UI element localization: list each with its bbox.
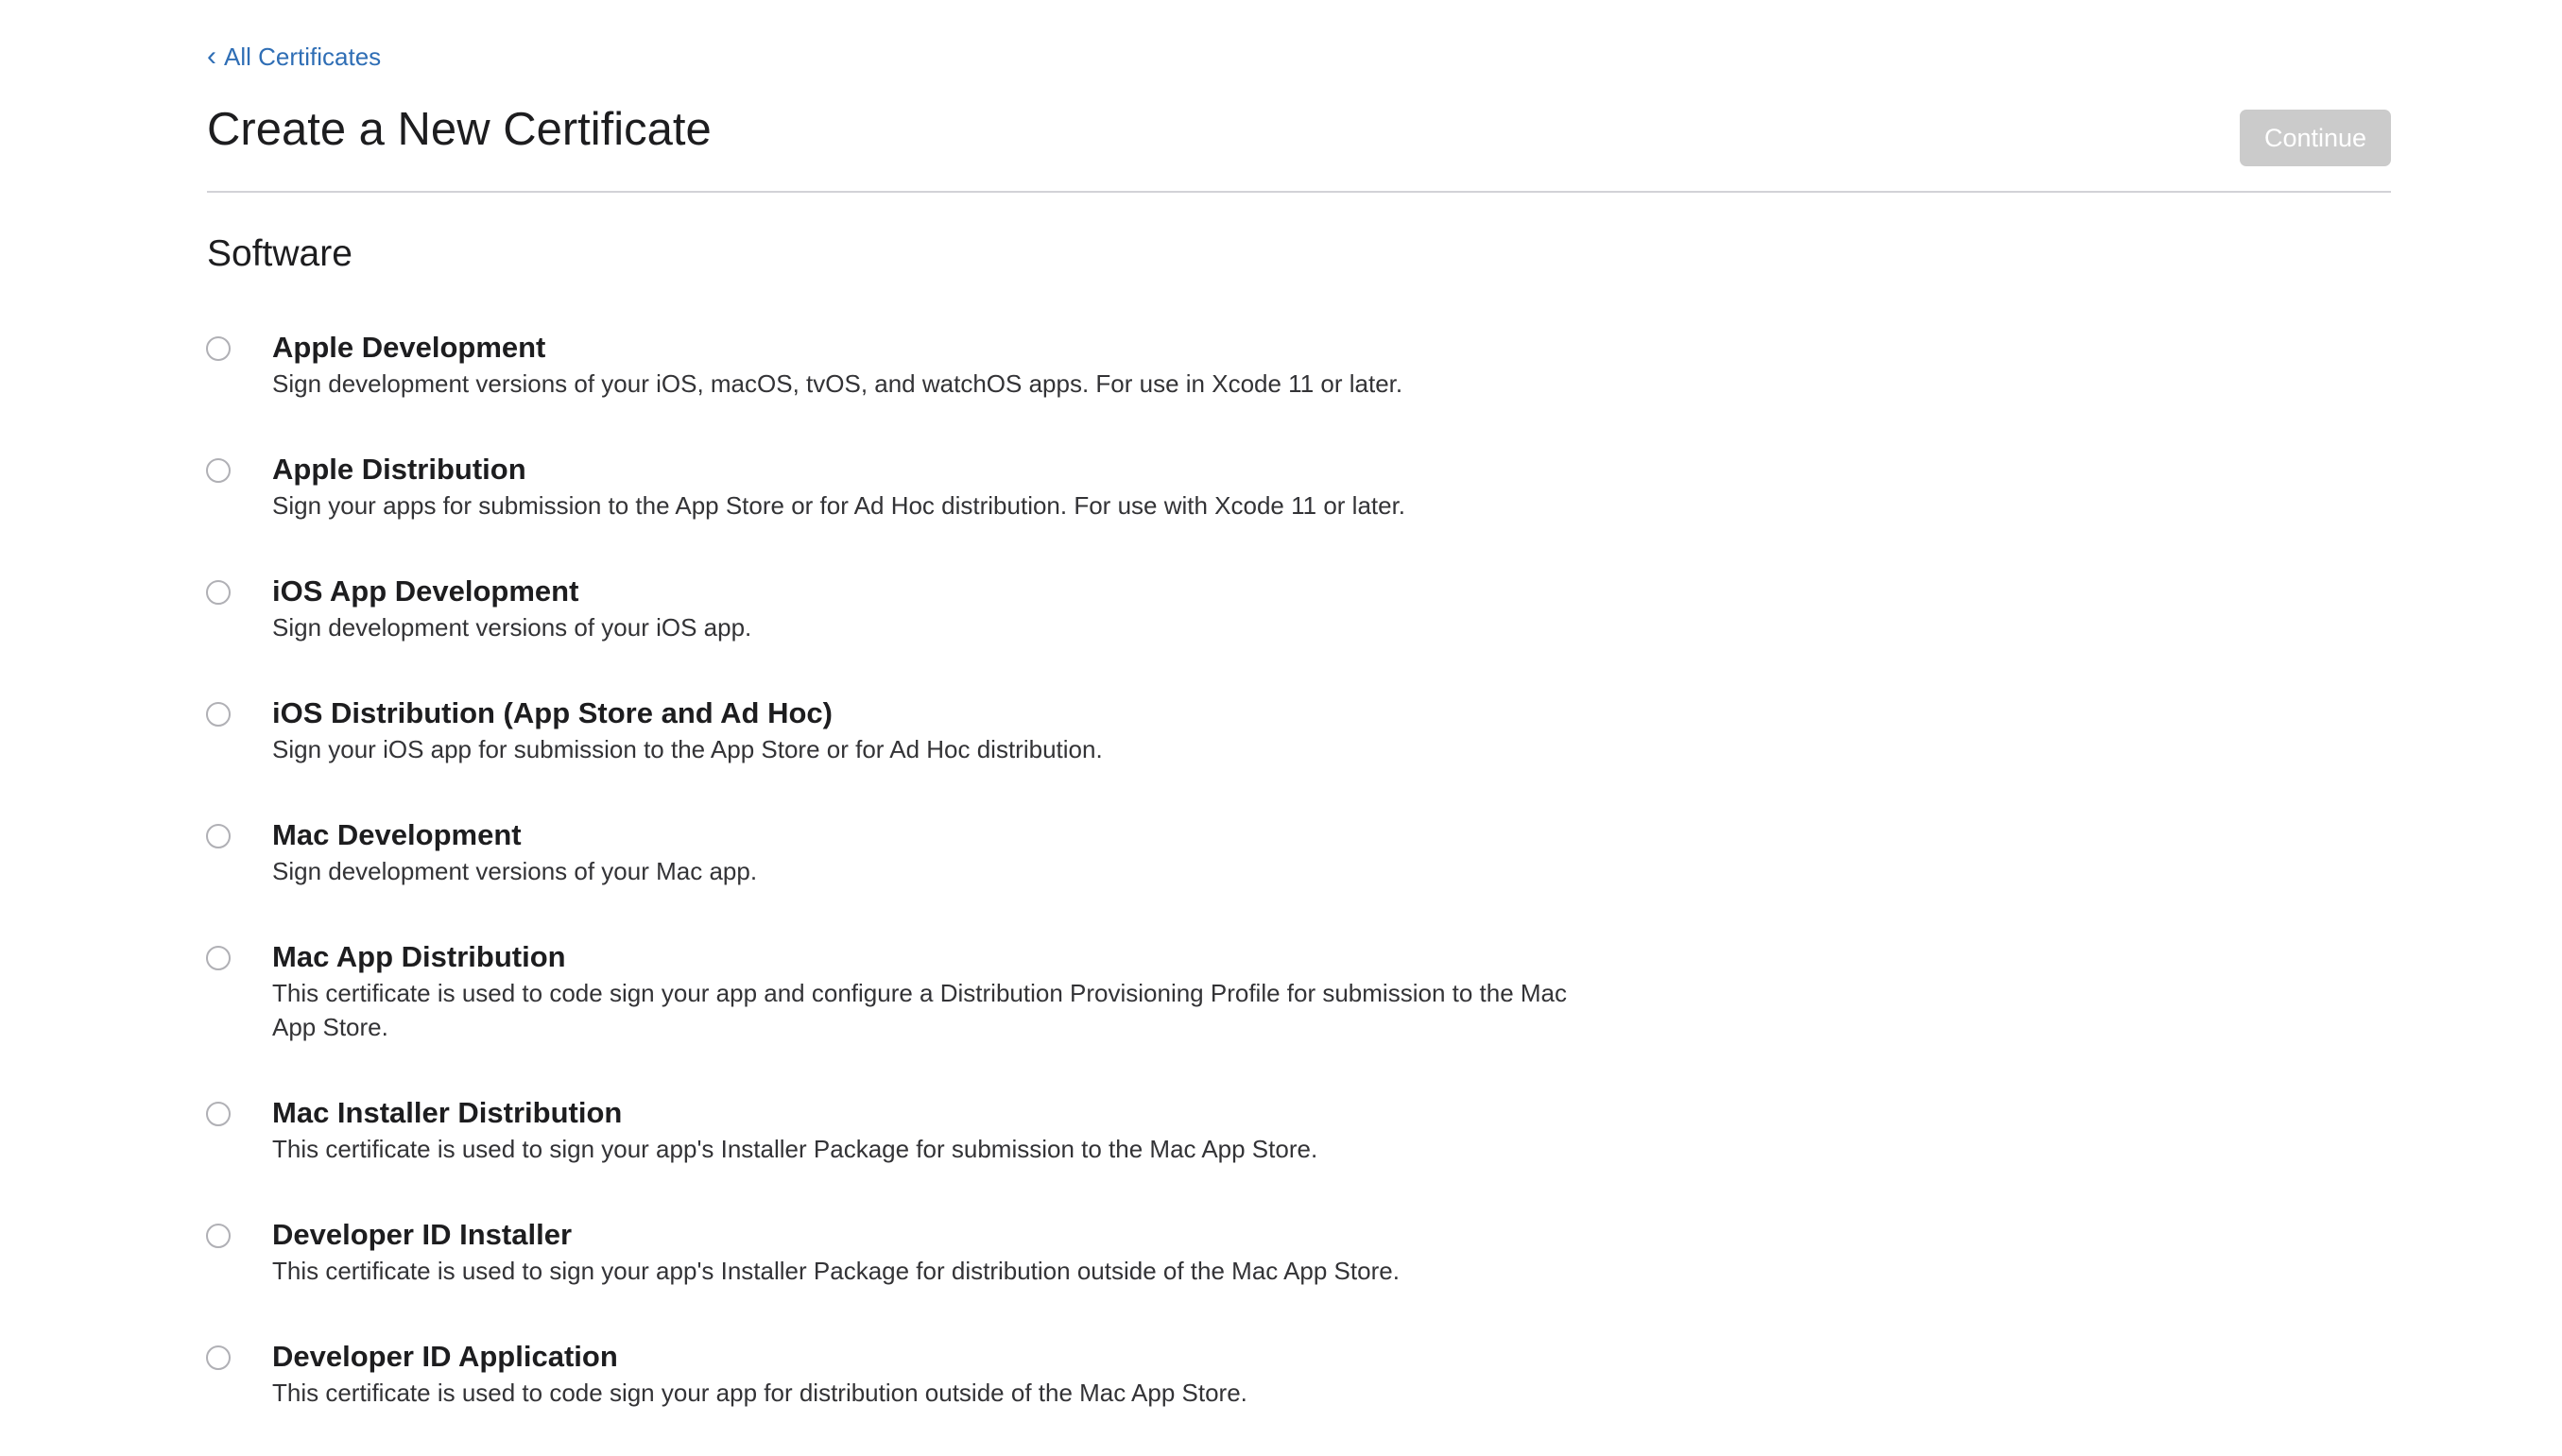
option-title: iOS App Development (272, 574, 579, 608)
option-apple-distribution[interactable] (204, 447, 1622, 522)
option-developer-id-application[interactable] (204, 1334, 1622, 1410)
option-title: Mac Development (272, 818, 522, 851)
page-title: Create a New Certificate (207, 104, 712, 155)
radio-button[interactable] (206, 336, 231, 361)
radio-button[interactable] (206, 458, 231, 483)
section-title-software: Software (207, 233, 352, 274)
option-apple-development[interactable] (204, 325, 1622, 401)
all-certificates-label: All Certificates (224, 43, 382, 71)
radio-button[interactable] (206, 1224, 231, 1248)
option-ios-app-development[interactable] (204, 569, 1622, 644)
radio-button[interactable] (206, 946, 231, 970)
radio-button[interactable] (206, 580, 231, 605)
option-developer-id-installer[interactable] (204, 1212, 1622, 1288)
continue-button[interactable]: Continue (2240, 110, 2391, 166)
chevron-left-icon: ‹ (207, 41, 216, 72)
option-mac-installer-distribution[interactable] (204, 1090, 1622, 1166)
option-description: This certificate is used to sign your app's Installer Package for submission to the Mac App Store. (272, 1135, 1318, 1163)
option-description: This certificate is used to sign your app's Installer Package for distribution outside of the Mac App Store. (272, 1257, 1400, 1285)
option-title: Apple Distribution (272, 453, 526, 486)
radio-button[interactable] (206, 824, 231, 848)
option-title: Developer ID Installer (272, 1218, 573, 1251)
header-divider (207, 191, 2391, 193)
option-description: Sign development versions of your iOS app. (272, 613, 752, 642)
option-description: Sign your iOS app for submission to the App Store or for Ad Hoc distribution. (272, 735, 1103, 763)
option-description: This certificate is used to code sign your app and configure a Distribution Provisioning Profile for submission to the Mac App Store. (272, 979, 1568, 1041)
certificate-type-list (204, 319, 1622, 1456)
option-description: Sign your apps for submission to the App Store or for Ad Hoc distribution. For use with Xcode 11 or later. (272, 491, 1406, 520)
option-description: Sign development versions of your iOS, macOS, tvOS, and watchOS apps. For use in Xcode 11 or later. (272, 369, 1403, 398)
all-certificates-link[interactable] (207, 40, 381, 74)
option-title: Mac App Distribution (272, 940, 566, 973)
option-title: Apple Development (272, 331, 546, 364)
radio-button[interactable] (206, 1102, 231, 1126)
option-title: iOS Distribution (App Store and Ad Hoc) (272, 696, 833, 729)
option-mac-app-distribution[interactable] (204, 934, 1622, 1044)
radio-button[interactable] (206, 702, 231, 727)
option-mac-development[interactable] (204, 813, 1622, 888)
option-description: This certificate is used to code sign your app for distribution outside of the Mac App Store. (272, 1379, 1247, 1407)
option-title: Mac Installer Distribution (272, 1096, 623, 1129)
option-description: Sign development versions of your Mac app. (272, 857, 758, 885)
option-title: Developer ID Application (272, 1340, 618, 1373)
option-ios-distribution[interactable] (204, 691, 1622, 766)
radio-button[interactable] (206, 1345, 231, 1370)
